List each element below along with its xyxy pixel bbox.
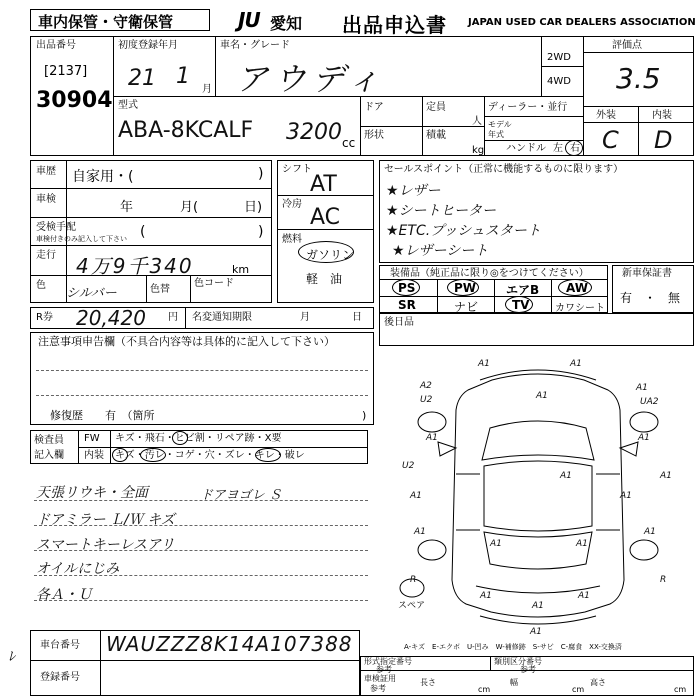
selling-item-4: ★レザーシート: [392, 243, 489, 259]
reg-month-unit: 月: [202, 84, 212, 95]
model-year-label1: モデル: [488, 120, 512, 129]
car-name-value: アウディ: [236, 60, 386, 98]
color-change-label: 色替: [150, 284, 170, 295]
divider: [100, 630, 101, 696]
car-damage-diagram: [380, 350, 696, 640]
repair-history: 修復歴 有 （箇所: [50, 409, 155, 422]
dmg-label: U2: [402, 461, 415, 471]
divider: [490, 656, 491, 670]
equip-seat: カワシート: [555, 303, 605, 314]
divider: [494, 279, 495, 313]
dmg-label: A1: [532, 601, 544, 611]
in-circle-2: [140, 448, 166, 462]
model-value: ABA-8KCALF: [118, 118, 254, 143]
interior-row-label: 内装: [84, 450, 104, 461]
shape-label: 形状: [364, 130, 384, 141]
ac-value: AC: [310, 205, 341, 230]
handle-right-circle: [565, 140, 583, 156]
divider: [30, 217, 272, 218]
cert-label: 車検証用: [364, 674, 396, 683]
history-value: 自家用・(: [72, 169, 134, 185]
association-name: JAPAN USED CAR DEALERS ASSOCIATION: [468, 17, 696, 28]
dim-width: 幅: [510, 678, 518, 687]
selling-item-2: ★シートヒーター: [386, 203, 496, 219]
side-mark: R: [410, 575, 417, 585]
color-code-label: 色コード: [194, 278, 234, 289]
deadline-label: 名変通知期限: [192, 312, 252, 323]
color-label: 色: [36, 280, 46, 291]
notes-line-2: [36, 395, 368, 396]
margin-mark: ﾚ: [8, 649, 15, 665]
receipt-open: (: [140, 224, 146, 240]
receipt-close: ): [258, 224, 264, 240]
equip-ps: PS: [398, 281, 416, 295]
org-name: 愛知: [270, 14, 303, 33]
lot-number: 30904: [36, 88, 113, 113]
remark-3: スマートキーレスアリ: [36, 537, 175, 553]
divider: [484, 96, 485, 156]
in-circle-1: [112, 448, 128, 462]
warranty-label: 新車保証書: [622, 268, 672, 279]
cm-2: cm: [572, 685, 585, 694]
deadline-day: 日: [352, 312, 362, 323]
dmg-label: A1: [644, 527, 656, 537]
in-circle-3: [255, 448, 281, 462]
mileage-unit: km: [232, 263, 250, 276]
equip-navi: ナビ: [454, 300, 479, 314]
fw-text: キズ・飛石・ヒビ割・リペア跡・X要: [115, 433, 282, 444]
remark-line-3: [34, 550, 368, 551]
divider: [190, 275, 191, 303]
divider: [583, 122, 694, 123]
load-label: 積載: [426, 130, 446, 141]
dealer-label: ディーラー・並行: [488, 102, 568, 113]
model-year-label2: 年式: [488, 130, 504, 139]
inspector-label-1: 検査員: [34, 435, 64, 446]
grade-label: 評価点: [612, 40, 642, 51]
notes-label: 注意事項申告欄（不具合内容等は具体的に記入して下さい）: [38, 335, 335, 348]
capacity-label: 定員: [426, 102, 446, 113]
history-label: 車歴: [36, 166, 56, 177]
dmg-label: A1: [578, 591, 590, 601]
mileage-label: 走行: [36, 250, 56, 261]
equip-airbag: エアB: [506, 283, 540, 297]
damage-legend: A-キズ E-エクボ U-凹み W-補修跡 S-サビ C-腐食 XX-交換済: [404, 643, 622, 651]
receipt-note: 車検付きのみ記入して下さい: [36, 235, 127, 243]
reg-month-value: 1: [176, 64, 190, 89]
fuel-other: 軽 油: [306, 272, 343, 286]
lot-code: [2137]: [44, 64, 88, 79]
capacity-unit: 人: [472, 116, 482, 127]
dmg-label: A1: [570, 359, 582, 369]
mileage-value: 4万9千340: [76, 254, 194, 278]
inspector-label-2: 記入欄: [34, 450, 64, 461]
ju-logo: JU: [238, 8, 260, 32]
dmg-label: A1: [410, 491, 422, 501]
interior-row-text: キズ・汚レ・コゲ・穴・ズレ・キレ・破レ: [115, 450, 305, 461]
ref-label: 参考: [376, 665, 392, 674]
divider: [638, 106, 639, 156]
equip-sr: SR: [398, 298, 416, 312]
equip-aw-circle: [558, 279, 592, 296]
recycle-unit: 円: [168, 312, 178, 323]
selling-item-1: ★レザー: [386, 183, 441, 199]
divider: [422, 126, 484, 127]
equip-ps-circle: [392, 279, 420, 296]
lot-label: 出品番号: [36, 40, 76, 51]
equip-aw: AW: [566, 281, 588, 295]
divider: [484, 116, 583, 117]
dmg-label: A2: [420, 381, 432, 391]
dmg-label: A1: [660, 471, 672, 481]
fw-stone-circle: [172, 431, 188, 445]
dmg-label: A1: [530, 627, 542, 637]
remark-right: ドアヨゴレ Ｓ: [200, 488, 282, 503]
grade-value: 3.5: [616, 62, 661, 95]
shift-label: シフト: [282, 164, 312, 175]
remark-5: 各Ａ・Ｕ: [36, 587, 92, 603]
dmg-label: A1: [490, 539, 502, 549]
interior-label: 内装: [652, 110, 672, 121]
notes-line-1: [36, 370, 368, 371]
ref-label-2: 参考: [520, 665, 536, 674]
recycle-value: 20,420: [76, 306, 146, 330]
fuel-circle: [298, 241, 354, 263]
displacement-unit: cc: [342, 136, 356, 150]
inspection-year: 年: [120, 200, 134, 215]
handle-right: 右: [570, 143, 580, 154]
divider: [30, 275, 272, 276]
handle-left: 左: [553, 143, 563, 154]
drive-2wd: 2WD: [547, 52, 571, 63]
remark-4: オイルにじみ: [36, 561, 120, 577]
storage-label: 車内保管・守衛保管: [38, 13, 174, 31]
divider: [583, 36, 584, 156]
equip-tv-circle: [505, 296, 533, 313]
door-label: ドア: [364, 102, 384, 113]
divider: [146, 275, 147, 303]
equipment-label: 装備品（純正品に限り◎をつけてください）: [390, 268, 589, 279]
exterior-grade: C: [602, 126, 619, 154]
dmg-label: A1: [478, 359, 490, 369]
exterior-label: 外装: [596, 110, 616, 121]
dmg-label: A1: [636, 383, 648, 393]
dmg-label: A1: [426, 433, 438, 443]
model-label: 型式: [118, 100, 138, 111]
dmg-label: A1: [620, 491, 632, 501]
cm-1: cm: [478, 685, 491, 694]
load-unit: kg: [472, 145, 485, 156]
repair-close: ): [362, 409, 367, 422]
fw-label: FW: [84, 433, 100, 444]
history-close: ): [258, 166, 264, 182]
divider: [185, 307, 186, 329]
spare-label: スペア: [398, 601, 426, 611]
ac-label: 冷房: [282, 199, 302, 210]
divider: [30, 245, 272, 246]
ref-label-3: 参考: [370, 684, 386, 693]
dmg-label: A1: [638, 433, 650, 443]
divider: [360, 126, 422, 127]
dmg-label: UA2: [640, 397, 659, 407]
warranty-value: 有 ・ 無: [620, 291, 681, 305]
remark-line-4: [34, 575, 368, 576]
dmg-label: U2: [420, 395, 433, 405]
reg-value: 21: [128, 66, 156, 91]
equip-pw: PW: [454, 281, 477, 295]
dmg-label: A1: [576, 539, 588, 549]
equip-pw-circle: [447, 279, 479, 296]
dmg-label: A1: [536, 391, 548, 401]
divider: [277, 195, 374, 196]
remark-line-2: [34, 525, 368, 526]
divider: [277, 229, 374, 230]
divider: [30, 660, 360, 661]
fuel-value: ガソリン: [306, 248, 355, 262]
divider: [437, 279, 438, 313]
type-label: 形式指定番号: [364, 657, 412, 666]
receipt-label: 受検手配: [36, 222, 76, 233]
divider: [541, 66, 583, 67]
remark-1: 天張リウキ・全面: [36, 485, 148, 501]
divider: [583, 52, 694, 53]
cm-3: cm: [674, 685, 687, 694]
reg-label: 初度登録年月: [118, 40, 178, 51]
dim-height: 高さ: [590, 678, 606, 687]
class-label: 類別区分番号: [494, 657, 542, 666]
color-value: シルバー: [66, 286, 117, 301]
dim-length: 長さ: [420, 678, 436, 687]
selling-item-3: ★ETC.プッシュスタート: [386, 223, 541, 239]
regno-label: 登録番号: [40, 672, 80, 683]
dmg-label: A1: [414, 527, 426, 537]
chassis-value: WAUZZZ8K14A107388: [106, 632, 353, 656]
fuel-label: 燃料: [282, 234, 302, 245]
divider: [215, 36, 216, 96]
later-frame: [379, 313, 694, 346]
inspection-label: 車検: [36, 194, 56, 205]
side-mark: R: [660, 575, 667, 585]
interior-grade: D: [654, 126, 673, 154]
drive-4wd: 4WD: [547, 76, 571, 87]
recycle-label: R券: [36, 312, 53, 323]
dmg-label: A1: [560, 471, 572, 481]
shift-value: AT: [310, 172, 337, 197]
divider: [110, 430, 111, 464]
displacement-value: 3200: [286, 120, 342, 145]
chassis-label: 車台番号: [40, 640, 80, 651]
deadline-month: 月: [300, 312, 310, 323]
remark-line-5: [34, 600, 368, 601]
remark-line-1: [34, 500, 368, 501]
divider: [30, 188, 272, 189]
inspection-month: 月(: [180, 200, 199, 215]
remark-2: ドアミラー Ｌ/Ｗ キズ: [36, 512, 175, 528]
divider: [551, 279, 552, 313]
inspection-day: 日): [244, 200, 263, 215]
equip-tv: TV: [512, 298, 530, 312]
later-label: 後日品: [384, 317, 414, 328]
dmg-label: A1: [480, 591, 492, 601]
selling-label: セールスポイント（正常に機能するものに限ります）: [384, 164, 624, 175]
handle-label: ハンドル: [506, 143, 546, 154]
form-title: 出品申込書: [342, 13, 447, 37]
car-name-label: 車名・グレード: [220, 40, 290, 51]
